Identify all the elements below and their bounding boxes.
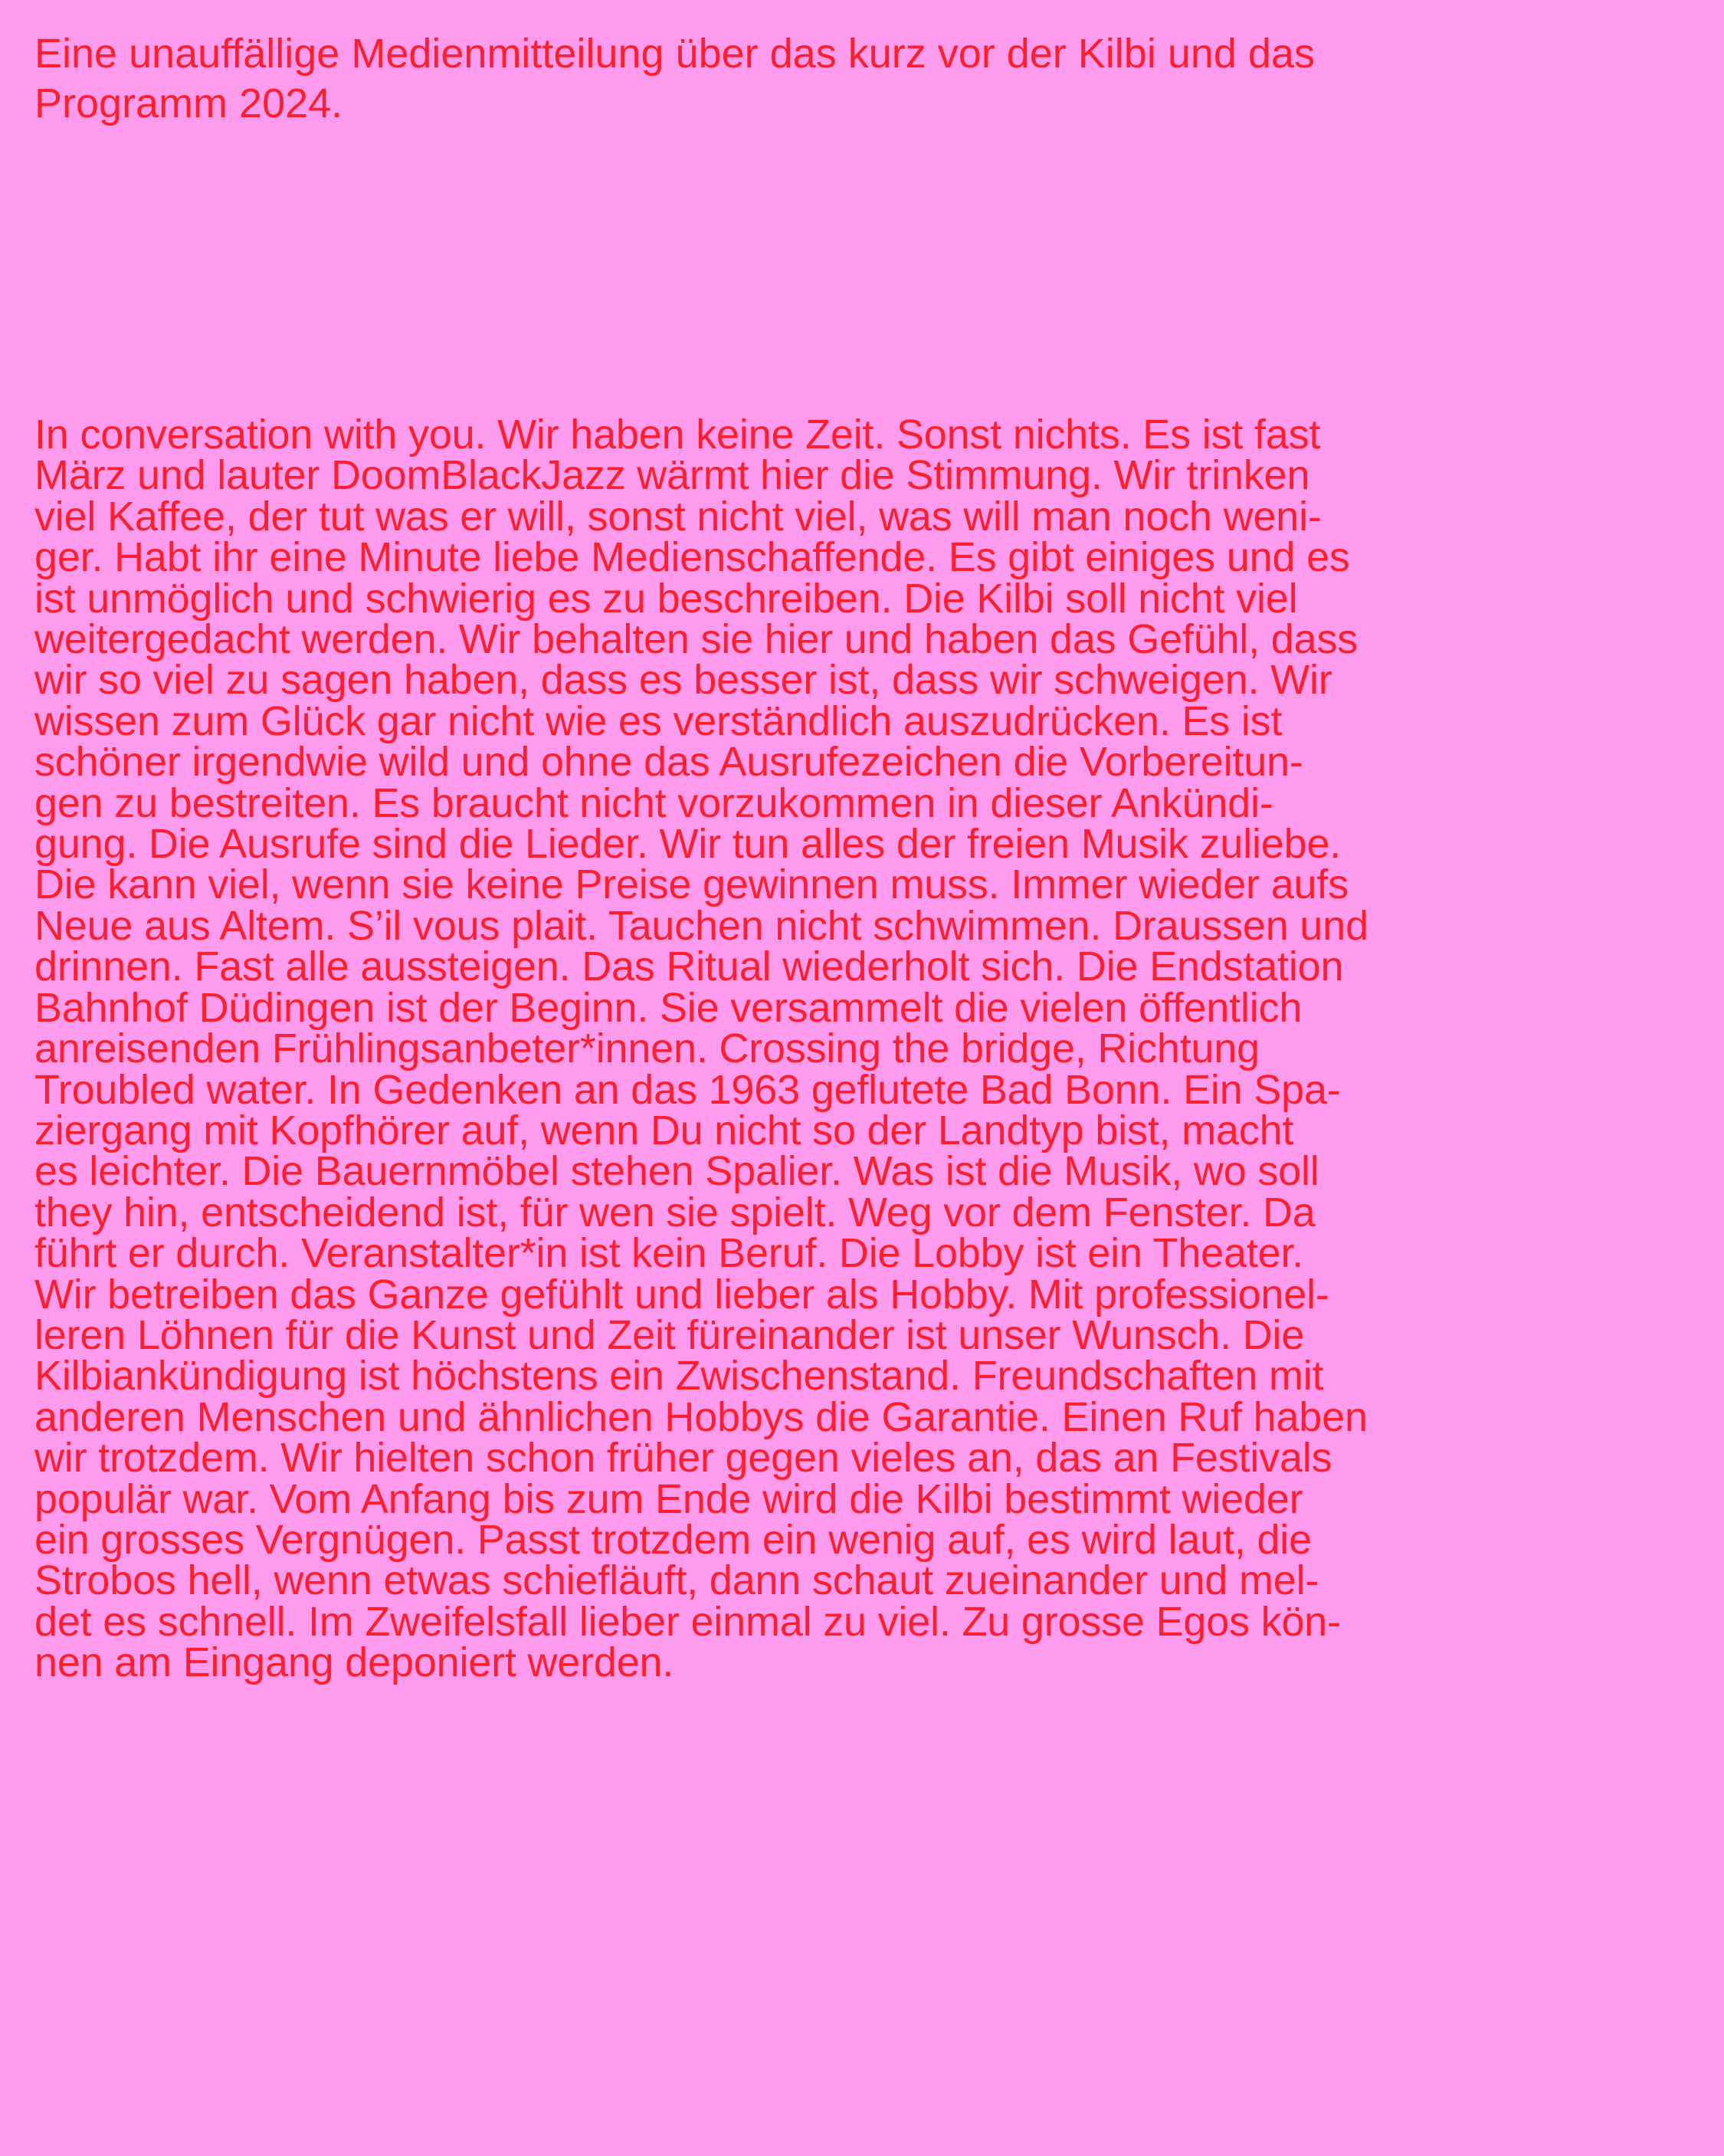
body-line: Troubled water. In Gedenken an das 1963 geflutete Bad Bonn. Ein Spa-	[34, 1066, 1341, 1113]
body-line: viel Kaffee, der tut was er will, sonst nicht viel, was will man noch weni-	[34, 493, 1322, 540]
intro-line: Programm 2024.	[34, 80, 343, 126]
body-line: anreisenden Frühlingsanbeter*innen. Crossing the bridge, Richtung	[34, 1025, 1260, 1072]
body-line: Wir betreiben das Ganze gefühlt und lieber als Hobby. Mit professionel-	[34, 1271, 1329, 1318]
intro-line: Eine unauffällige Medienmitteilung über das kurz vor der Kilbi und das	[34, 31, 1315, 77]
body-line: Bahnhof Düdingen ist der Beginn. Sie versammelt die vielen öffentlich	[34, 984, 1303, 1031]
body-line: Die kann viel, wenn sie keine Preise gewinnen muss. Immer wieder aufs	[34, 861, 1349, 908]
press-release-body	[34, 412, 1701, 1686]
body-line: führt er durch. Veranstalter*in ist kein Beruf. Die Lobby ist ein Theater.	[34, 1230, 1304, 1277]
body-line: anderen Menschen und ähnlichen Hobbys die Garantie. Einen Ruf haben	[34, 1393, 1368, 1440]
body-line: leren Löhnen für die Kunst und Zeit füreinander ist unser Wunsch. Die	[34, 1311, 1305, 1358]
body-line: wir trotzdem. Wir hielten schon früher gegen vieles an, das an Festivals	[34, 1435, 1332, 1482]
body-line: In conversation with you. Wir haben keine Zeit. Sonst nichts. Es ist fast	[34, 412, 1321, 458]
body-line: ein grosses Vergnügen. Passt trotzdem ein wenig auf, es wird laut, die	[34, 1516, 1312, 1563]
body-line: schöner irgendwie wild und ohne das Ausrufezeichen die Vorbereitun-	[34, 739, 1303, 786]
body-line: gung. Die Ausrufe sind die Lieder. Wir tun alles der freien Musik zuliebe.	[34, 821, 1342, 868]
body-line: det es schnell. Im Zweifelsfall lieber einmal zu viel. Zu grosse Egos kön-	[34, 1598, 1341, 1645]
body-line: Strobos hell, wenn etwas schiefläuft, dann schaut zueinander und mel-	[34, 1557, 1319, 1604]
body-line: weitergedacht werden. Wir behalten sie hier und haben das Gefühl, dass	[34, 616, 1359, 663]
body-line: Neue aus Altem. S’il vous plait. Tauchen nicht schwimmen. Draussen und	[34, 902, 1368, 949]
body-line: Kilbiankündigung ist höchstens ein Zwischenstand. Freundschaften mit	[34, 1353, 1324, 1400]
body-line: gen zu bestreiten. Es braucht nicht vorzukommen in dieser Ankündi-	[34, 779, 1273, 826]
body-line: ger. Habt ihr eine Minute liebe Medienschaffende. Es gibt einiges und es	[34, 534, 1350, 581]
body-line: ist unmöglich und schwierig es zu beschreiben. Die Kilbi soll nicht viel	[34, 575, 1298, 622]
body-line: wir so viel zu sagen haben, dass es besser ist, dass wir schweigen. Wir	[34, 657, 1332, 704]
body-line: drinnen. Fast alle aussteigen. Das Ritual wiederholt sich. Die Endstation	[34, 943, 1344, 990]
body-line: they hin, entscheidend ist, für wen sie spielt. Weg vor dem Fenster. Da	[34, 1189, 1316, 1236]
body-line: wissen zum Glück gar nicht wie es verständlich auszudrücken. Es ist	[34, 697, 1283, 744]
body-line: populär war. Vom Anfang bis zum Ende wird die Kilbi bestimmt wieder	[34, 1475, 1303, 1522]
body-line: es leichter. Die Bauernmöbel stehen Spalier. Was ist die Musik, wo soll	[34, 1148, 1319, 1195]
body-line: März und lauter DoomBlackJazz wärmt hier die Stimmung. Wir trinken	[34, 452, 1310, 499]
intro-heading	[34, 29, 1690, 129]
body-line: nen am Eingang deponiert werden.	[34, 1639, 674, 1686]
body-line: ziergang mit Kopfhörer auf, wenn Du nicht so der Landtyp bist, macht	[34, 1107, 1294, 1153]
